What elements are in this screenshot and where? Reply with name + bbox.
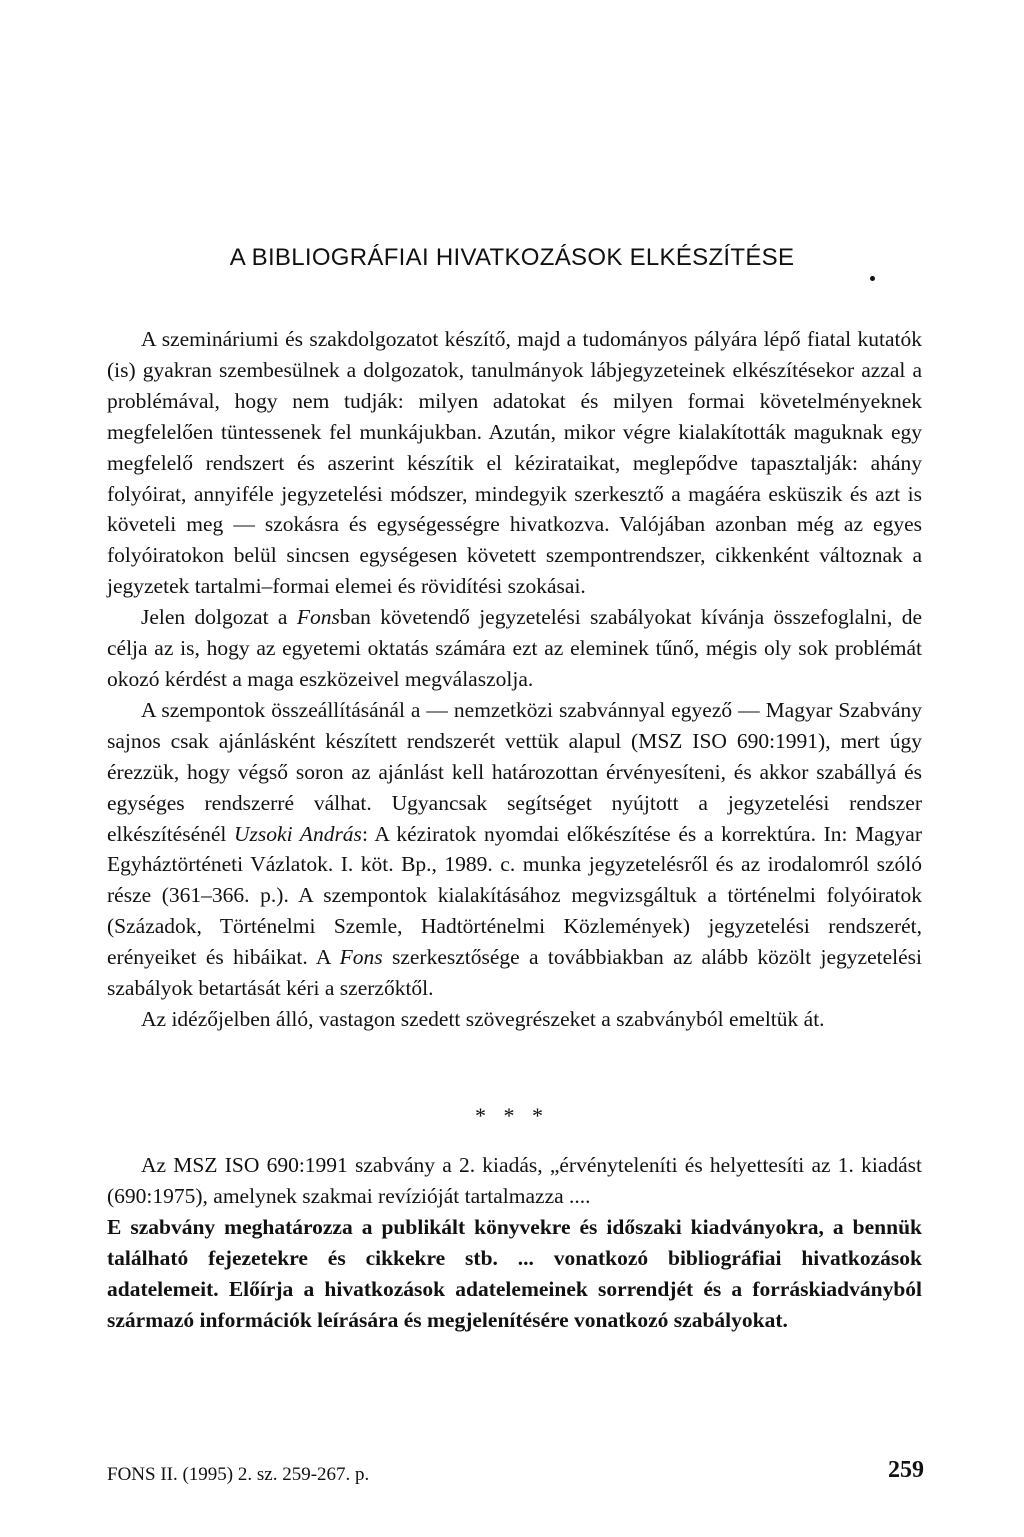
page-title: A BIBLIOGRÁFIAI HIVATKOZÁSOK ELKÉSZÍTÉSE xyxy=(229,244,795,271)
paragraph-purpose-rest: ban követendő jegyzetelési szabályokat kívánja összefoglalni, de célja az is, hogy az egyetemi oktatás számára ezt az eleminek tűnő, mégis oly sok problémát okozó kérdést a maga eszközeivel megválaszolja. xyxy=(107,605,922,691)
body-text xyxy=(107,324,922,1035)
page-number: 259 xyxy=(888,1457,924,1483)
author-name: Uzsoki András xyxy=(234,821,362,846)
paragraph-purpose xyxy=(107,602,922,695)
paragraph-intro: A szemináriumi és szakdolgozatot készítő, majd a tudományos pályára lépő fiatal kutatók (is) gyakran szembesülnek a dolgozatok, tanulmányok lábjegyzeteinek elkészítésekor azzal a problémával, hogy nem tudják: milyen adatokat és milyen formai követelményeknek megfelelően tüntessenek fel munkájukban. Azután, mikor végre kialakították maguknak egy megfelelő rendszert és aszerint készítik el kézirataikat, meglepődve tapasztalják: ahány folyóirat, annyiféle jegyzetelési módszer, mindegyik szerkesztő a magáéra esküszik és azt is követeli meg — szokásra és egységességre hivatkozva. Valójában azonban még az egyes folyóiratokon belül sincsen egységesen követett szempontrendszer, cikkenként változnak a jegyzetek tartalmi–formai elemei és rövidítési szokásai. xyxy=(107,327,922,599)
footer-citation: FONS II. (1995) 2. sz. 259-267. p. xyxy=(107,1464,370,1485)
paragraph-sources-end: szerkesztősége a továbbiakban az alább közölt jegyzetelési szabályok betartását kéri a szerzőktől. xyxy=(107,945,922,1001)
paragraph-sources-middle: : A kéziratok nyomdai előkészítése és a korrektúra. In: Magyar Egyháztörténeti Vázlatok. I. köt. Bp., 1989. c. munka jegyzetelésről és az irodalomról szóló része (361–366. p.). A szempontok kialakításához megvizsgáltuk a történelmi folyóiratok (Századok, Történelmi Szemle, Hadtörténelmi Közlemények) jegyzetelési rendszerét, erényeiket és hibáikat. A xyxy=(107,821,922,970)
paragraph-standard-bold: E szabvány meghatározza a publikált könyvekre és időszaki kiadványokra, a bennük található fejezetekre és cikkekre stb. ... vonatkozó bibliográfiai hivatkozások adatelemeit. Előírja a hivatkozások adatelemeinek sorrendjét és a forráskiadványból származó információk leírására és megjelenítésére vonatkozó szabályokat. xyxy=(107,1214,922,1332)
stray-dot xyxy=(870,276,875,281)
paragraph-standard-edition: Az MSZ ISO 690:1991 szabvány a 2. kiadás, „érvényteleníti és helyettesíti az 1. kiadást (690:1975), amelynek szakmai revízióját tartalmazza .... xyxy=(107,1153,922,1208)
standard-quote xyxy=(107,1150,922,1335)
paragraph-sources xyxy=(107,695,922,1004)
journal-name-fons-2: Fons xyxy=(339,945,383,970)
paragraph-sources-start: A szempontok összeállításánál a — nemzetközi szabvánnyal egyező — Magyar Szabvány sajnos csak ajánlásként készített rendszerét vettük alapul (MSZ ISO 690:1991), mert úgy érezzük, hogy végső soron az ajánlást kell határozottan érvényesíteni, és akkor szabállyá és egységes rendszerré válhat. Ugyancsak segítséget nyújtott a jegyzetelési rendszer elkészítésénél xyxy=(107,697,922,846)
paragraph-purpose-start: Jelen dolgozat a xyxy=(141,605,297,630)
paragraph-note: Az idézőjelben álló, vastagon szedett szövegrészeket a szabványból emeltük át. xyxy=(141,1006,825,1031)
journal-name-fons: Fons xyxy=(296,605,340,630)
section-separator: * * * xyxy=(475,1103,549,1128)
